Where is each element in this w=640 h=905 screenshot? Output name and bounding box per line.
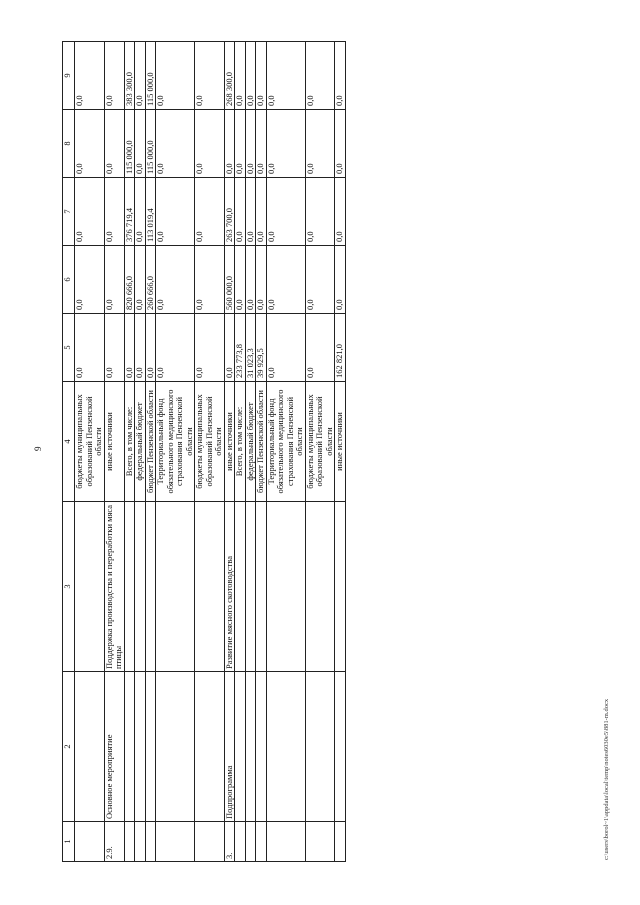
value-cell: 0,0 [75,110,105,178]
value-cell: 0,0 [256,178,267,246]
source-cell: Территориальный фонд обязательного медицинского страхования Пензенской области [266,382,305,502]
value-cell: 0,0 [145,314,156,382]
name-cell [256,502,267,672]
value-cell: 376 719,4 [124,178,135,246]
value-cell: 260 666,0 [145,246,156,314]
row-number-cell: 2.9. [104,822,124,862]
value-cell: 0,0 [335,42,346,110]
name-cell [124,502,135,672]
value-cell: 0,0 [266,314,305,382]
table-row [135,42,146,862]
value-cell: 0,0 [256,246,267,314]
value-cell: 113 019,4 [145,178,156,246]
value-cell: 0,0 [75,178,105,246]
value-cell: 0,0 [266,178,305,246]
type-cell [195,672,225,822]
source-cell: федеральный бюджет [245,382,256,502]
row-number-cell [235,822,246,862]
name-cell [145,502,156,672]
value-cell: 0,0 [156,110,195,178]
type-cell [135,672,146,822]
value-cell: 263 700,0 [224,178,235,246]
value-cell: 0,0 [104,178,124,246]
source-cell: Территориальный фонд обязательного медицинского страхования Пензенской области [156,382,195,502]
value-cell: 0,0 [235,110,246,178]
table-row [104,42,124,862]
value-cell: 0,0 [305,314,335,382]
name-cell [335,502,346,672]
value-cell: 0,0 [195,246,225,314]
value-cell: 0,0 [266,246,305,314]
table-row [266,42,305,862]
value-cell: 0,0 [135,178,146,246]
source-cell: Всего, в том числе: [124,382,135,502]
row-number-cell [305,822,335,862]
source-cell: иные источники [224,382,235,502]
value-cell: 820 666,0 [124,246,135,314]
value-cell: 0,0 [75,246,105,314]
row-number-cell [335,822,346,862]
value-cell: 115 000,0 [124,110,135,178]
value-cell: 0,0 [75,314,105,382]
type-cell [235,672,246,822]
page-number: 9 [33,446,43,451]
name-cell: Поддержка производства и переработки мяса птицы [104,502,124,672]
value-cell: 0,0 [135,314,146,382]
value-cell: 0,0 [135,110,146,178]
value-cell: 0,0 [75,42,105,110]
value-cell: 0,0 [195,42,225,110]
value-cell: 0,0 [104,42,124,110]
name-cell: Развитие мясного скотоводства [224,502,235,672]
value-cell: 31 023,3 [245,314,256,382]
header-col-7: 7 [63,178,75,246]
value-cell: 0,0 [266,42,305,110]
name-cell [305,502,335,672]
header-col-2: 2 [63,672,75,822]
row-number-cell [135,822,146,862]
row-number-cell [266,822,305,862]
value-cell: 0,0 [156,246,195,314]
name-cell [135,502,146,672]
type-cell [156,672,195,822]
value-cell: 0,0 [156,314,195,382]
value-cell: 0,0 [124,314,135,382]
table-row [75,42,105,862]
budget-table-container [62,42,574,862]
value-cell: 0,0 [235,246,246,314]
header-col-5: 5 [63,314,75,382]
type-cell: Основное мероприятие [104,672,124,822]
row-number-cell [245,822,256,862]
name-cell [75,502,105,672]
table-row [195,42,225,862]
table-row [256,42,267,862]
value-cell: 0,0 [335,110,346,178]
value-cell: 0,0 [156,42,195,110]
source-cell: Всего, в том числе: [235,382,246,502]
value-cell: 560 000,0 [224,246,235,314]
value-cell: 0,0 [104,110,124,178]
value-cell: 0,0 [135,42,146,110]
value-cell: 383 300,0 [124,42,135,110]
table-row [124,42,135,862]
type-cell [124,672,135,822]
value-cell: 0,0 [305,178,335,246]
value-cell: 0,0 [245,110,256,178]
row-number-cell [256,822,267,862]
value-cell: 115 000,0 [145,42,156,110]
header-col-6: 6 [63,246,75,314]
table-row [335,42,346,862]
value-cell: 0,0 [224,110,235,178]
type-cell [75,672,105,822]
type-cell [256,672,267,822]
value-cell: 0,0 [256,42,267,110]
value-cell: 0,0 [195,178,225,246]
row-number-cell [75,822,105,862]
row-number-cell [124,822,135,862]
value-cell: 39 929,5 [256,314,267,382]
value-cell: 0,0 [235,42,246,110]
source-cell: бюджеты муниципальных образований Пензенской области [195,382,225,502]
source-cell: бюджет Пензенской области [256,382,267,502]
value-cell: 0,0 [335,178,346,246]
value-cell: 0,0 [195,314,225,382]
type-cell [335,672,346,822]
type-cell: Подпрограмма [224,672,235,822]
name-cell [245,502,256,672]
value-cell: 0,0 [305,42,335,110]
header-col-3: 3 [63,502,75,672]
table-row [305,42,335,862]
value-cell: 0,0 [104,246,124,314]
value-cell: 268 300,0 [224,42,235,110]
type-cell [266,672,305,822]
name-cell [156,502,195,672]
value-cell: 0,0 [245,246,256,314]
name-cell [235,502,246,672]
source-cell: иные источники [335,382,346,502]
type-cell [305,672,335,822]
value-cell: 162 821,0 [335,314,346,382]
table-row [224,42,235,862]
value-cell: 0,0 [305,246,335,314]
name-cell [266,502,305,672]
source-cell: иные источники [104,382,124,502]
name-cell [195,502,225,672]
value-cell: 0,0 [245,42,256,110]
row-number-cell [195,822,225,862]
value-cell: 0,0 [335,246,346,314]
header-row [63,42,75,862]
source-cell: бюджеты муниципальных образований Пензенской области [305,382,335,502]
row-number-cell [156,822,195,862]
value-cell: 0,0 [104,314,124,382]
value-cell: 0,0 [224,314,235,382]
value-cell: 0,0 [256,110,267,178]
table-row [235,42,246,862]
value-cell: 0,0 [135,246,146,314]
value-cell: 0,0 [235,178,246,246]
row-number-cell [145,822,156,862]
source-cell: бюджеты муниципальных образований Пензенской области [75,382,105,502]
header-col-4: 4 [63,382,75,502]
source-cell: бюджет Пензенской области [145,382,156,502]
table-row [145,42,156,862]
table-row [245,42,256,862]
value-cell: 0,0 [305,110,335,178]
table-row [156,42,195,862]
budget-table [62,41,346,862]
value-cell: 0,0 [195,110,225,178]
type-cell [145,672,156,822]
type-cell [245,672,256,822]
file-path-footer: c:\users\borol~1\appdata\local\temp\notes6030e5\881-m.docx [603,698,610,860]
source-cell: федеральный бюджет [135,382,146,502]
header-col-9: 9 [63,42,75,110]
value-cell: 0,0 [245,178,256,246]
value-cell: 0,0 [266,110,305,178]
header-col-8: 8 [63,110,75,178]
value-cell: 0,0 [156,178,195,246]
row-number-cell: 3. [224,822,235,862]
value-cell: 233 773,8 [235,314,246,382]
value-cell: 115 000,0 [145,110,156,178]
header-col-1: 1 [63,822,75,862]
